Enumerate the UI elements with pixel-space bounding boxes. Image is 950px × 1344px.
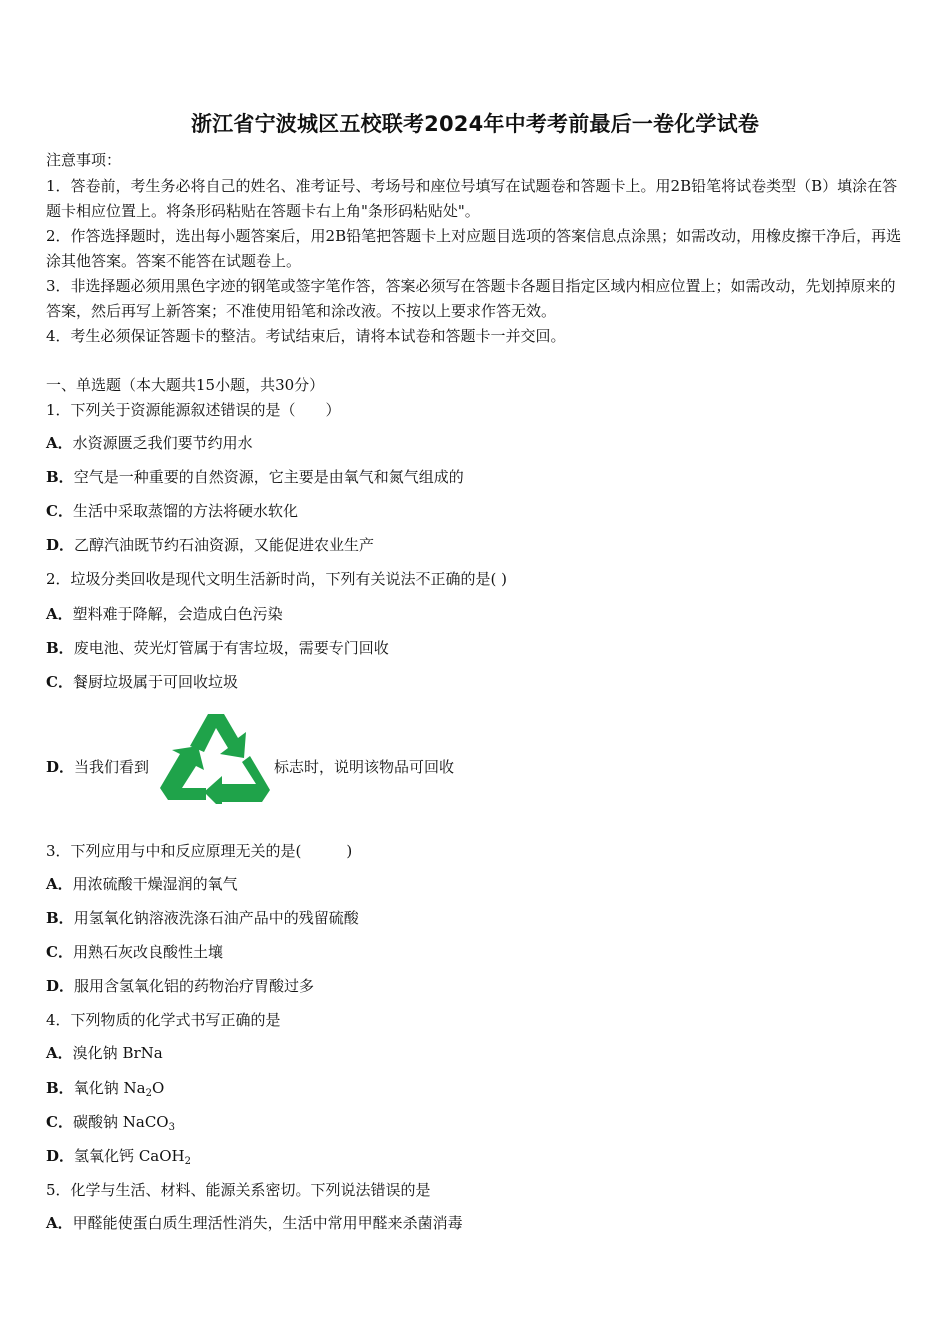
question-1-stem: 1．下列关于资源能源叙述错误的是（ ） bbox=[46, 401, 341, 419]
section-heading: 一、单选题（本大题共15小题，共30分） bbox=[46, 376, 325, 394]
q1-option-a: A．水资源匮乏我们要节约用水 bbox=[46, 434, 253, 452]
notice-item-1: 1．答卷前，考生务必将自己的姓名、准考证号、考场号和座位号填写在试题卷和答题卡上。用2B铅笔将试卷类型（B）填涂在答题卡相应位置上。将条形码粘贴在答题卡右上角"条形码粘贴处"。 bbox=[46, 177, 898, 220]
q5-option-a: A．甲醛能使蛋白质生理活性消失，生活中常用甲醛来杀菌消毒 bbox=[46, 1214, 463, 1232]
recycle-icon bbox=[160, 706, 272, 804]
notice-item-3: 3．非选择题必须用黑色字迹的钢笔或签字笔作答，答案必须写在答题卡各题目指定区域内相应位置上；如需改动，先划掉原来的答案，然后再写上新答案；不准使用铅笔和涂改液。不按以上要求作答无效。 bbox=[46, 277, 896, 320]
q4-option-a: A．溴化钠 BrNa bbox=[46, 1044, 163, 1062]
question-2-stem: 2．垃圾分类回收是现代文明生活新时尚，下列有关说法不正确的是( ) bbox=[46, 570, 508, 588]
q2-option-a: A．塑料难于降解，会造成白色污染 bbox=[46, 605, 283, 623]
q4-option-c: C．碳酸钠 NaCO$_3$ bbox=[46, 1113, 175, 1133]
q3-option-b: B．用氢氧化钠溶液洗涤石油产品中的残留硫酸 bbox=[46, 909, 359, 927]
q3-option-c: C．用熟石灰改良酸性土壤 bbox=[46, 943, 223, 961]
notice-item-4: 4．考生必须保证答题卡的整洁。考试结束后，请将本试卷和答题卡一并交回。 bbox=[46, 327, 566, 345]
q2-option-d-lead: D．当我们看到 bbox=[46, 758, 150, 776]
page-title: 浙江省宁波城区五校联考2024年中考考前最后一卷化学试卷 bbox=[190, 112, 760, 136]
question-4-stem: 4．下列物质的化学式书写正确的是 bbox=[46, 1011, 281, 1029]
q4-option-b: B．氧化钠 $Na_2O$ bbox=[46, 1079, 165, 1099]
q2-option-d-tail: 标志时，说明该物品可回收 bbox=[274, 758, 455, 776]
q1-option-b: B．空气是一种重要的自然资源，它主要是由氧气和氮气组成的 bbox=[46, 468, 464, 486]
q2-option-c: C．餐厨垃圾属于可回收垃圾 bbox=[46, 673, 238, 691]
question-5-stem: 5．化学与生活、材料、能源关系密切。下列说法错误的是 bbox=[46, 1181, 431, 1199]
notice-item-2: 2．作答选择题时，选出每小题答案后，用2B铅笔把答题卡上对应题目选项的答案信息点涂黑；如需改动，用橡皮擦干净后，再选涂其他答案。答案不能答在试题卷上。 bbox=[46, 227, 902, 270]
q2-option-b: B．废电池、荧光灯管属于有害垃圾，需要专门回收 bbox=[46, 639, 389, 657]
q3-option-a: A．用浓硫酸干燥湿润的氧气 bbox=[46, 875, 238, 893]
q1-option-c: C．生活中采取蒸馏的方法将硬水软化 bbox=[46, 502, 298, 520]
q1-option-d: D．乙醇汽油既节约石油资源，又能促进农业生产 bbox=[46, 536, 375, 554]
q3-option-d: D．服用含氢氧化铝的药物治疗胃酸过多 bbox=[46, 977, 315, 995]
q4-option-d: D．氢氧化钙 CaOH$_2$ bbox=[46, 1147, 191, 1167]
question-3-stem: 3．下列应用与中和反应原理无关的是( ) bbox=[46, 842, 353, 860]
notes-heading: 注意事项： bbox=[46, 151, 122, 169]
